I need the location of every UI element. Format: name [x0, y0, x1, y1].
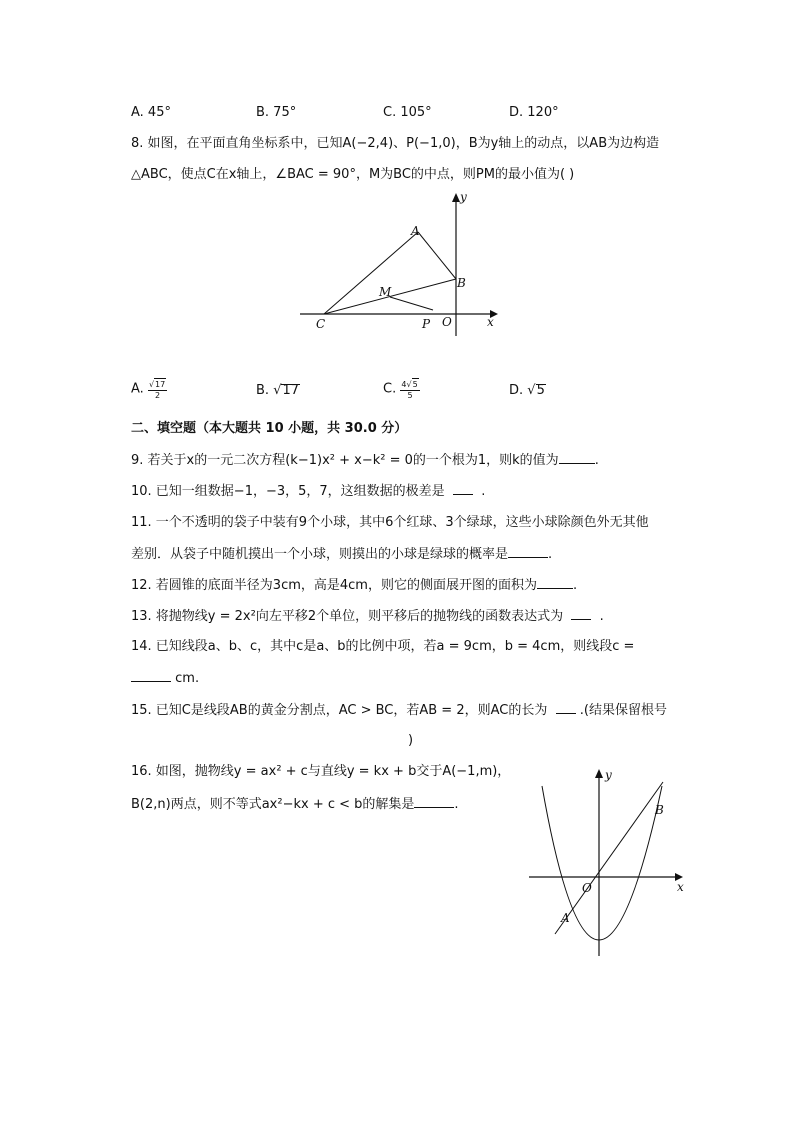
q16-figure: [525, 764, 695, 960]
q16-y-arrow: [595, 769, 603, 778]
q8-label-a: A: [411, 224, 420, 238]
q8-option-b: B. √17: [256, 383, 300, 398]
q9-answer-blank[interactable]: [559, 451, 595, 464]
q8-option-a-fraction: $\frac{√17}{2}$: [148, 380, 166, 400]
q12-stem: 12. 若圆锥的底面半径为3cm，高是4cm，则它的侧面展开图的面积为: [131, 578, 537, 593]
q11-line1: 11. 一个不透明的袋子中装有9个小球，其中6个红球、3个绿球，这些小球除颜色外无其他: [131, 515, 649, 530]
q13-stem: 13. 将抛物线y = 2x²向左平移2个单位，则平移后的抛物线的函数表达式为: [131, 609, 564, 624]
q8-option-a: [131, 378, 167, 400]
q8-option-c-coef: 4: [401, 380, 407, 389]
q14-unit: cm.: [175, 671, 200, 686]
q9: [131, 451, 599, 470]
q8-label-b: B: [457, 276, 466, 290]
q8-figure: [290, 188, 510, 338]
q7-option-d: D. 120°: [509, 105, 559, 120]
q16-line1: 16. 如图，抛物线y = ax² + c与直线y = kx + b交于A(−1,m)，: [131, 764, 511, 779]
q10: [131, 482, 485, 501]
q10-stem: 10. 已知一组数据−1，−3，5，7，这组数据的极差是: [131, 484, 445, 499]
q11-answer-blank[interactable]: [508, 545, 548, 558]
q8-option-c-fraction: $\frac{4√5}{5}$: [401, 380, 418, 400]
q13: [131, 607, 604, 626]
q10-answer-blank[interactable]: [453, 482, 473, 495]
q8-label-x: x: [487, 315, 494, 329]
section2-title: 二、填空题（本大题共 10 小题，共 30.0 分）: [131, 421, 408, 436]
q8-label-p: P: [422, 317, 431, 331]
q16-label-x: x: [677, 880, 684, 894]
q7-option-b: B. 75°: [256, 105, 297, 120]
q12-end: .: [572, 578, 578, 593]
q14-answer-blank[interactable]: [131, 669, 171, 682]
q14-line1: 14. 已知线段a、b、c，其中c是a、b的比例中项，若a = 9cm，b = 4cm，则线段c =: [131, 639, 635, 654]
q16-line: [555, 782, 663, 934]
q8-segment-pm: [390, 297, 433, 310]
q8-option-c-radicand: 5: [412, 380, 418, 389]
q9-stem: 9. 若关于x的一元二次方程(k−1)x² + x−k² = 0的一个根为1，则k的值为: [131, 453, 559, 468]
q9-end: .: [594, 453, 599, 468]
q8-option-d: D. √5: [509, 383, 545, 398]
q8-option-a-prefix: A.: [131, 381, 144, 397]
q10-end: .: [481, 484, 486, 499]
q8-label-c: C: [316, 317, 326, 331]
q8-label-y: y: [460, 190, 467, 204]
q16-label-y: y: [605, 768, 612, 782]
q8-option-b-prefix: B.: [256, 383, 270, 398]
q15-note: .(结果保留根号: [579, 703, 667, 718]
q13-end: .: [599, 609, 604, 624]
q14-line2: [131, 669, 199, 688]
q16-label-b: B: [655, 803, 664, 817]
q8-stem-line1: 8. 如图，在平面直角坐标系中，已知A(−2,4)、P(−1,0)，B为y轴上的动点，以AB为边构造: [131, 136, 660, 151]
q7-option-a: A. 45°: [131, 105, 171, 120]
q8-y-arrow: [452, 193, 460, 202]
q15-line1: [131, 701, 667, 720]
q11-stem: 差别．从袋子中随机摸出一个小球，则摸出的小球是绿球的概率是: [131, 547, 509, 562]
q8-option-d-prefix: D.: [509, 383, 524, 398]
q15-stem: 15. 已知C是线段AB的黄金分割点，AC > BC，若AB = 2，则AC的长为: [131, 703, 548, 718]
q8-option-b-radicand: 17: [282, 383, 300, 398]
q8-option-d-radicand: 5: [536, 383, 545, 398]
q13-answer-blank[interactable]: [571, 607, 591, 620]
q16-label-a: A: [561, 911, 570, 925]
q16-stem: B(2,n)两点，则不等式ax²−kx + c < b的解集是: [131, 797, 415, 812]
q15-answer-blank[interactable]: [556, 701, 576, 714]
q8-option-a-denominator: 2: [155, 391, 161, 400]
q8-option-c-denominator: 5: [407, 391, 413, 400]
q8-stem-line2: △ABC，使点C在x轴上，∠BAC = 90°，M为BC的中点，则PM的最小值为( ): [131, 167, 575, 182]
q16-answer-blank[interactable]: [414, 795, 454, 808]
q8-option-c: [383, 378, 420, 400]
q7-option-c: C. 105°: [383, 105, 432, 120]
q8-segment-ab: [418, 232, 456, 279]
q12: [131, 576, 577, 595]
q12-answer-blank[interactable]: [537, 576, 573, 589]
q8-label-o: O: [442, 315, 452, 329]
q15-line2: ): [408, 733, 414, 748]
q8-option-a-numerator: 17: [155, 380, 166, 389]
q8-option-c-prefix: C.: [383, 381, 397, 397]
q16-label-o: O: [582, 881, 592, 895]
q11-end: .: [548, 547, 553, 562]
q8-label-m: M: [379, 285, 392, 299]
q16-end: .: [454, 797, 459, 812]
q16-line2: [131, 795, 459, 814]
q11-line2: [131, 545, 552, 564]
